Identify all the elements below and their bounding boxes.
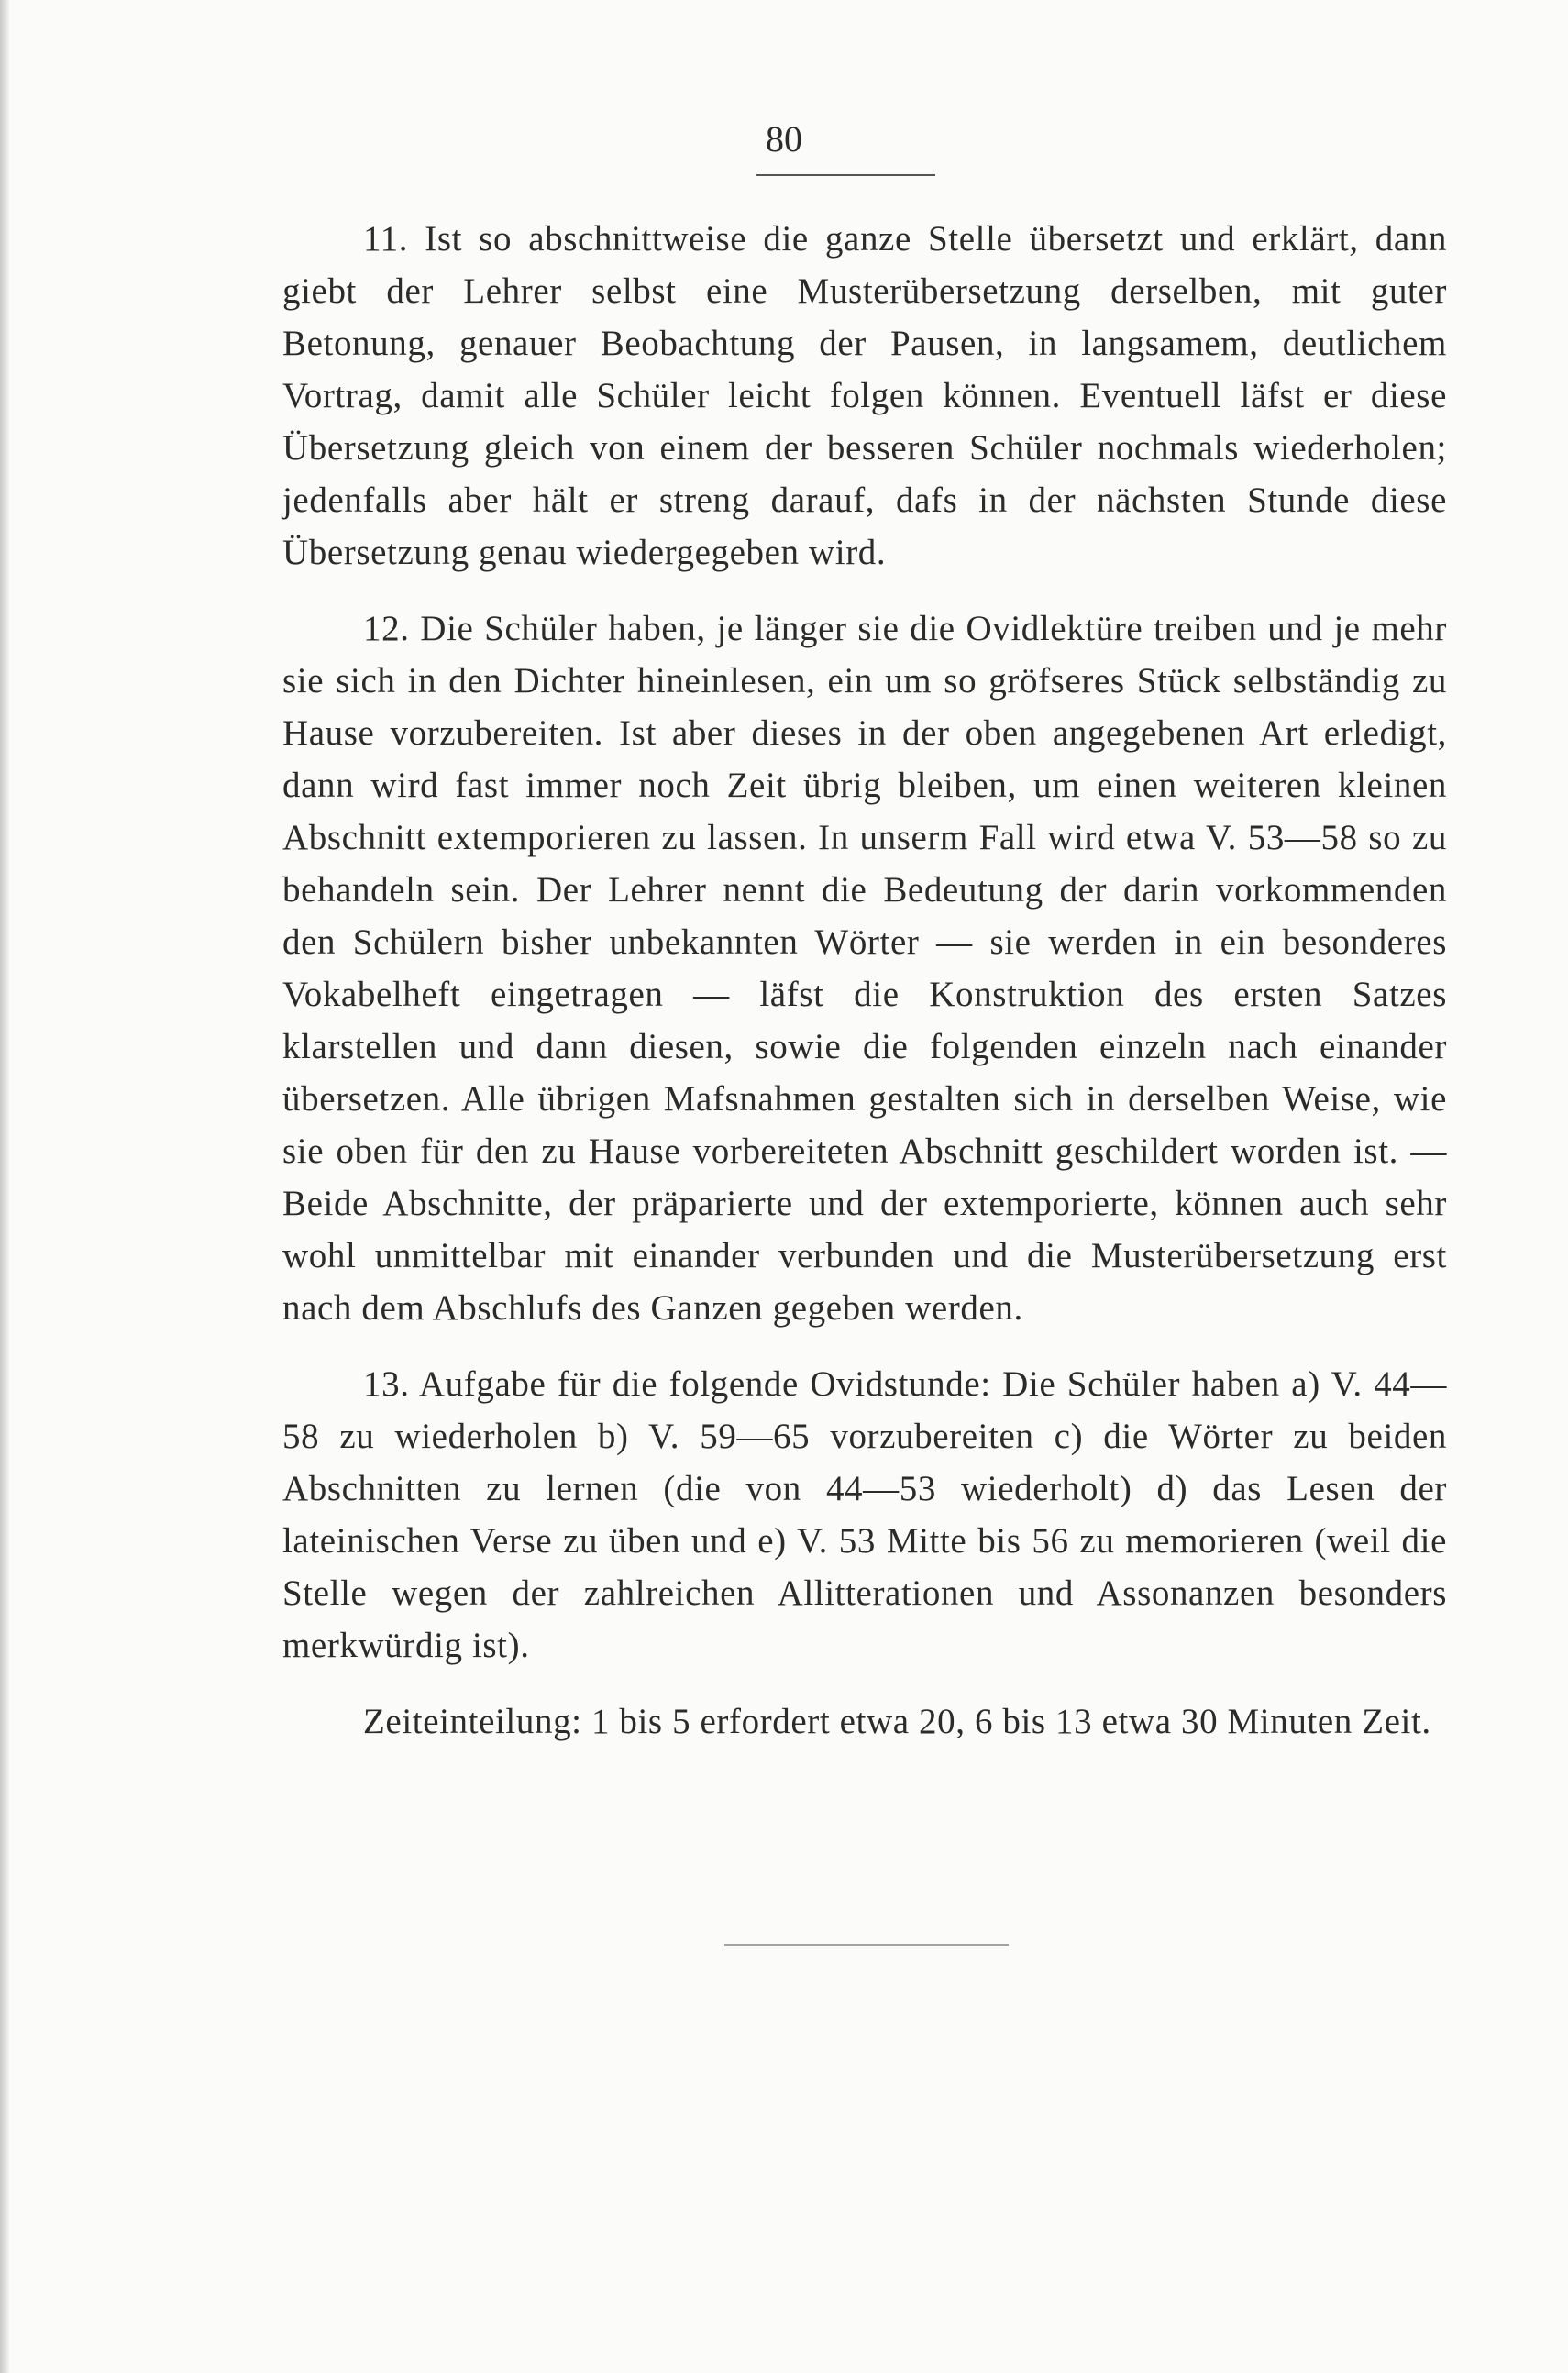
paragraph-13: 13. Aufgabe für die folgende Ovidstunde: Die Schüler haben a) V. 44—58 zu wiederholen b) V. 59—65 vorzubereiten c) die Wörter zu beiden Abschnitten zu lernen (die von 44—53 wiederholt) d) das Lesen der lateinischen Verse zu üben und e) V. 53 Mitte bis 56 zu memorieren (weil die Stelle wegen der zahlreichen Allitterationen und Assonanzen besonders merkwürdig ist). — [282, 1364, 1447, 1665]
page-binding-edge — [0, 0, 9, 2373]
page-number: 80 — [766, 118, 802, 160]
page-number-rule — [756, 174, 935, 176]
paragraph-time-allocation: Zeiteinteilung: 1 bis 5 erfordert etwa 20, 6 bis 13 etwa 30 Minuten Zeit. — [363, 1702, 1431, 1741]
paragraph-12: 12. Die Schüler haben, je länger sie die Ovidlektüre treiben und je mehr sie sich in den Dichter hineinlesen, ein um so gröfseres Stück selbständig zu Hause vorzubereiten. Ist aber dieses in der oben angegebenen Art erledigt, dann wird fast immer noch Zeit übrig bleiben, um einen weiteren kleinen Abschnitt extemporieren zu lassen. In unserm Fall wird etwa V. 53—58 so zu behandeln sein. Der Lehrer nennt die Bedeutung der darin vorkommenden den Schülern bisher unbekannten Wörter — sie werden in ein besonderes Vokabelheft eingetragen — läfst die Konstruktion des ersten Satzes klarstellen und dann diesen, sowie die folgenden einzeln nach einander übersetzen. Alle übrigen Mafsnahmen gestalten sich in derselben Weise, wie sie oben für den zu Hause vorbereiteten Abschnitt geschildert worden ist. — Beide Abschnitte, der präparierte und der extemporierte, können auch sehr wohl unmittelbar mit einander verbunden und die Musterübersetzung erst nach dem Abschlufs des Ganzen gegeben werden. — [282, 609, 1447, 1328]
paragraph-11: 11. Ist so abschnittweise die ganze Stelle übersetzt und erklärt, dann giebt der Lehrer selbst eine Musterübersetzung derselben, mit guter Betonung, genauer Beobachtung der Pausen, in langsamem, deutlichem Vortrag, damit alle Schüler leicht folgen können. Eventuell läfst er diese Übersetzung gleich von einem der besseren Schüler nochmals wiederholen; jedenfalls aber hält er streng darauf, dafs in der nächsten Stunde diese Übersetzung genau wiedergegeben wird. — [282, 219, 1447, 572]
section-end-rule — [724, 1944, 1009, 1946]
body-text — [282, 213, 1447, 1771]
